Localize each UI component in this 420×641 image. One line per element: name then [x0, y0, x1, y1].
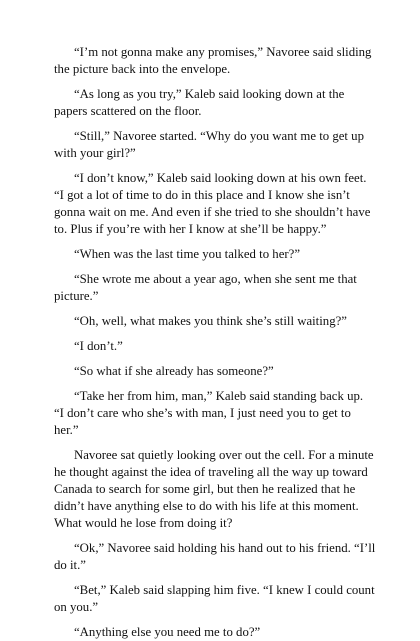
paragraph-14: “Anything else you need me to do?” — [74, 625, 261, 639]
paragraph-4: “I don’t know,” Kaleb said looking down at his own feet. “I got a lot of time to do in this place and I know she isn’t gonna wait on me. And even if she tried to she shouldn’t have to. Plus if you’re with her I know at she’ll be happy.” — [54, 171, 371, 236]
paragraph-13: “Bet,” Kaleb said slapping him five. “I knew I could count on you.” — [54, 583, 375, 614]
paragraph-9: “So what if she already has someone?” — [74, 364, 274, 378]
paragraph-12: “Ok,” Navoree said holding his hand out to his friend. “I’ll do it.” — [54, 541, 376, 572]
paragraph-11: Navoree sat quietly looking over out the cell. For a minute he thought against the idea of traveling all the way up toward Canada to search for some girl, but then he realized that he didn’t have anything else to do with his life at this moment. What would he lose from doing it? — [54, 448, 374, 530]
paragraph-10: “Take her from him, man,” Kaleb said standing back up. “I don’t care who she’s with man, I just need you to get to her.” — [54, 389, 364, 437]
paragraph-2: “As long as you try,” Kaleb said looking down at the papers scattered on the floor. — [54, 87, 345, 118]
paragraph-1: “I’m not gonna make any promises,” Navoree said sliding the picture back into the envelope. — [54, 45, 372, 76]
paragraph-3: “Still,” Navoree started. “Why do you want me to get up with your girl?” — [54, 129, 364, 160]
paragraph-8: “I don’t.” — [74, 339, 123, 353]
paragraph-5: “When was the last time you talked to her?” — [74, 247, 300, 261]
paragraph-6: “She wrote me about a year ago, when she sent me that picture.” — [54, 272, 357, 303]
paragraph-7: “Oh, well, what makes you think she’s still waiting?” — [74, 314, 347, 328]
